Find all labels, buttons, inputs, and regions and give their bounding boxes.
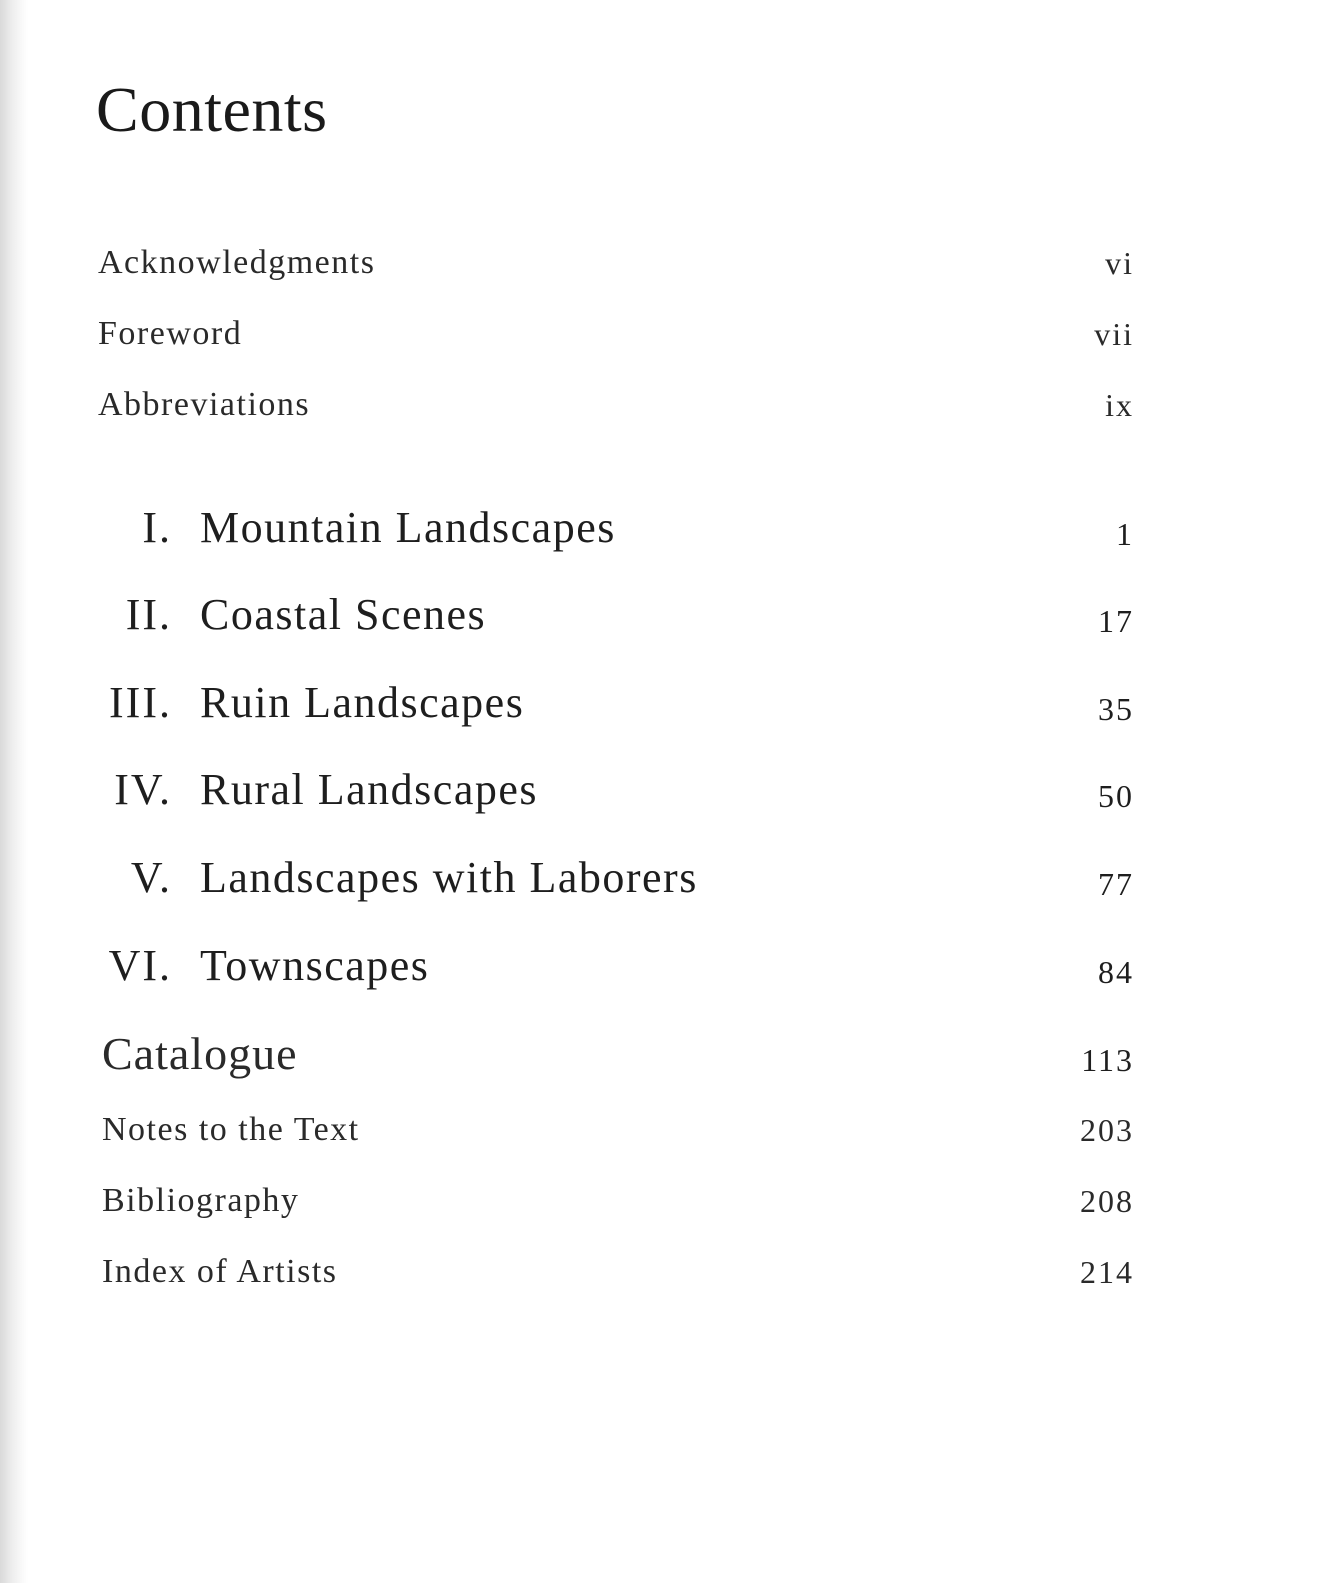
chapter-page: 77 [1098,866,1134,902]
chapter-title: Coastal Scenes [200,590,487,639]
chapter-title: Rural Landscapes [200,765,538,814]
toc-entry-label: Notes to the Text [102,1111,360,1148]
chapter-numeral: IV. [114,765,172,814]
chapter-page: 17 [1098,603,1134,639]
chapter-numeral: V. [130,853,172,902]
toc-entry-bibliography [0,1176,1334,1236]
chapter-numeral: VI. [108,941,172,990]
toc-entry-acknowledgments [0,238,1334,298]
toc-entry-page: 203 [1080,1112,1134,1148]
toc-entry-label: Index of Artists [102,1253,338,1290]
chapter-page: 84 [1098,954,1134,990]
catalogue-page: 113 [1081,1042,1134,1078]
toc-entry-label: Abbreviations [98,386,311,423]
chapter-numeral: II. [125,590,172,639]
toc-entry-label: Acknowledgments [98,244,376,281]
toc-entry-page: 214 [1080,1254,1134,1290]
toc-chapter-5 [0,848,1334,908]
chapter-title: Landscapes with Laborers [200,853,698,902]
toc-entry-label: Foreword [98,315,243,352]
chapter-page: 35 [1098,691,1134,727]
chapter-title: Mountain Landscapes [200,503,616,552]
catalogue-title: Catalogue [102,1028,298,1079]
toc-entry-abbreviations [0,380,1334,440]
toc-entry-page: vi [1105,245,1134,281]
toc-chapter-6 [0,936,1334,996]
toc-chapter-1 [0,498,1334,558]
chapter-numeral: I. [142,503,172,552]
toc-entry-page: 208 [1080,1183,1134,1219]
toc-chapter-3 [0,673,1334,733]
chapter-page: 1 [1116,516,1134,552]
page-title: Contents [96,74,328,145]
toc-entry-index-of-artists [0,1247,1334,1307]
toc-entry-catalogue [0,1024,1334,1084]
toc-entry-label: Bibliography [102,1182,300,1219]
toc-chapter-2 [0,585,1334,645]
chapter-title: Ruin Landscapes [200,678,525,727]
chapter-numeral: III. [109,678,172,727]
toc-entry-page: vii [1094,316,1134,352]
toc-chapter-4 [0,760,1334,820]
toc-entry-notes [0,1105,1334,1165]
toc-entry-page: ix [1105,387,1134,423]
chapter-page: 50 [1098,778,1134,814]
toc-entry-foreword [0,309,1334,369]
chapter-title: Townscapes [200,941,430,990]
